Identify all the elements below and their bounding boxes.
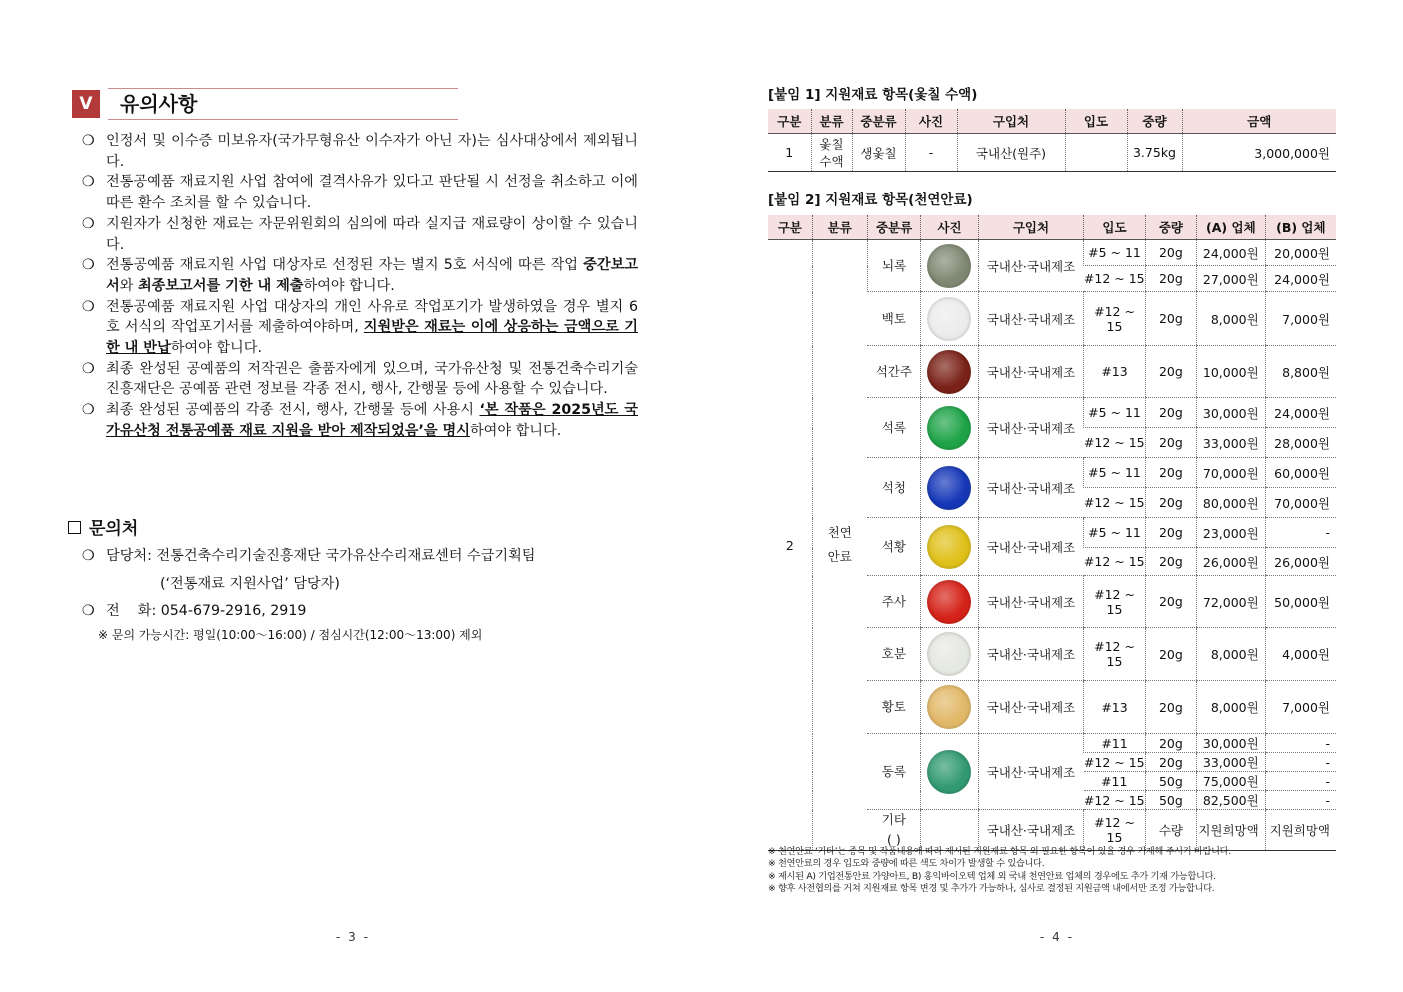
cell-subcategory: 호분 — [867, 628, 920, 681]
cell-price-b: 28,000원 — [1265, 428, 1336, 458]
cell-photo — [921, 628, 978, 681]
circle-bullet-icon: ❍ — [82, 402, 95, 419]
cell-price-b: 지원희망액 — [1265, 810, 1336, 851]
note-line: ※ 향후 사전협의를 거쳐 지원재료 항목 변경 및 추가가 가능하나, 심사로 결정된 지원금액 내에서만 조정 가능합니다. — [768, 883, 1215, 895]
cell-price-b: 7,000원 — [1265, 681, 1336, 734]
inquiry-manager — [82, 545, 535, 565]
cell-subcategory: 기타 ( ) — [867, 810, 920, 851]
circle-bullet-icon: ❍ — [82, 215, 95, 232]
cell-weight: 20g — [1145, 681, 1196, 734]
pigment-swatch-icon — [927, 466, 971, 510]
cell-grain: #5 ~ 11 — [1084, 458, 1146, 488]
phone-value: 054-679-2916, 2919 — [160, 603, 307, 619]
notice-text: 지원자가 신청한 재료는 자문위원회의 심의에 따라 실지급 재료량이 상이할 수 있습니다. — [106, 215, 638, 253]
pigment-swatch-icon — [927, 750, 971, 794]
cell-price-a: 70,000원 — [1197, 458, 1266, 488]
cell-source: 국내산·국내제조 — [978, 734, 1084, 810]
cell-source: 국내산·국내제조 — [978, 576, 1084, 628]
section-rule-bottom — [108, 119, 458, 120]
notice-item — [82, 214, 638, 255]
circle-bullet-icon: ❍ — [82, 257, 95, 274]
cell-subcategory: 뇌록 — [867, 240, 920, 292]
notice-text: 인정서 및 이수증 미보유자(국가무형유산 이수자가 아닌 자)는 심사대상에서 제외됩니다. — [106, 133, 638, 170]
cell-weight: 20g — [1145, 428, 1196, 458]
column-header: 구분 — [768, 215, 812, 240]
emphasis-text: 지원받은 재료는 이에 상응하는 금액으로 기한 내 반납 — [106, 319, 638, 357]
cell-subcategory: 석록 — [867, 398, 920, 458]
column-header: (A) 업체 — [1197, 215, 1266, 240]
cell-subcategory: 석청 — [867, 458, 920, 518]
cell-photo — [921, 734, 978, 810]
cell-price-b: 24,000원 — [1265, 266, 1336, 292]
cell-weight: 20g — [1145, 548, 1196, 576]
column-header: 사진 — [905, 109, 957, 134]
cell-weight: 20g — [1145, 266, 1196, 292]
cell-category: 옻칠 수액 — [811, 134, 852, 172]
column-header: 중분류 — [867, 215, 920, 240]
cell-price-a: 10,000원 — [1197, 346, 1266, 398]
cell-price-b: 24,000원 — [1265, 398, 1336, 428]
cell-no: 1 — [768, 134, 811, 172]
emphasis-text: 최종보고서를 기한 내 제출 — [137, 277, 304, 294]
cell-category: 천연 안료 — [812, 240, 867, 851]
notice-item — [82, 255, 638, 296]
cell-photo: - — [905, 134, 957, 172]
pigment-swatch-icon — [927, 525, 971, 569]
table2-caption: [붙임 2] 지원재료 항목(천연안료) — [768, 192, 973, 208]
table-lacquer — [768, 109, 1336, 172]
cell-weight: 20g — [1145, 240, 1196, 266]
cell-grain: #12 ~ 15 — [1084, 628, 1146, 681]
column-header: 구입처 — [978, 215, 1084, 240]
table-row — [768, 134, 1336, 172]
section-title: 유의사항 — [120, 92, 198, 116]
circle-bullet-icon: ❍ — [82, 133, 95, 149]
cell-price-a: 33,000원 — [1197, 428, 1266, 458]
cell-subcategory: 주사 — [867, 576, 920, 628]
cell-subcategory: 황토 — [867, 681, 920, 734]
cell-weight: 3.75kg — [1127, 134, 1182, 172]
circle-bullet-icon: ❍ — [82, 548, 95, 564]
page-number: - 4 - — [1040, 930, 1074, 944]
cell-grain: #12 ~ 15 — [1084, 488, 1146, 518]
circle-bullet-icon: ❍ — [82, 298, 95, 315]
cell-price-b: - — [1265, 753, 1336, 772]
cell-price-a: 26,000원 — [1197, 548, 1266, 576]
cell-subcategory: 석황 — [867, 518, 920, 576]
column-header: 분류 — [812, 215, 867, 240]
pigment-swatch-icon — [927, 244, 971, 288]
table-notes — [768, 846, 1338, 896]
cell-photo — [921, 458, 978, 518]
notice-text: 전통공예품 재료지원 사업 참여에 결격사유가 있다고 판단될 시 선정을 취소하고 이에 따른 환수 조치를 할 수 있습니다. — [106, 174, 638, 212]
cell-grain: #12 ~ 15 — [1084, 548, 1146, 576]
cell-grain: #12 ~ 15 — [1084, 266, 1146, 292]
cell-price-a: 30,000원 — [1197, 734, 1266, 753]
notice-text: 최종 완성된 공예품의 각종 전시, 행사, 간행물 등에 사용시 ‘본 작품은 2025년도 국가유산청 전통공예품 재료 지원을 받아 제작되었음’을 명시하여야 합니다. — [106, 402, 638, 439]
cell-price-b: 70,000원 — [1265, 488, 1336, 518]
cell-price-b: 50,000원 — [1265, 576, 1336, 628]
cell-grain: #13 — [1084, 681, 1146, 734]
cell-subcategory: 백토 — [867, 292, 920, 346]
cell-price-a: 27,000원 — [1197, 266, 1266, 292]
column-header: 입도 — [1084, 215, 1146, 240]
section-number-badge: V — [72, 90, 100, 118]
notice-item — [82, 131, 638, 172]
cell-price-b: 60,000원 — [1265, 458, 1336, 488]
cell-weight: 20g — [1145, 488, 1196, 518]
cell-source: 국내산·국내제조 — [978, 810, 1084, 851]
cell-price-b: - — [1265, 772, 1336, 791]
column-header: 입도 — [1065, 109, 1127, 134]
notice-item — [82, 297, 638, 359]
cell-grain: #5 ~ 11 — [1084, 518, 1146, 548]
cell-price-b: 8,800원 — [1265, 346, 1336, 398]
notice-text: 전통공예품 재료지원 사업 대상자의 개인 사유로 작업포기가 발생하였을 경우 별지 6호 서식의 작업포기서를 제출하여야하며, 지원받은 재료는 이에 상응하는 금액으로 기한 내 반납하여야 합니다. — [106, 298, 638, 357]
cell-grain: #12 ~ 15 — [1084, 810, 1146, 851]
page-number: - 3 - — [336, 930, 370, 944]
cell-weight: 수량 — [1145, 810, 1196, 851]
cell-grain: #5 ~ 11 — [1084, 240, 1146, 266]
cell-weight: 20g — [1145, 518, 1196, 548]
cell-price: 3,000,000원 — [1182, 134, 1336, 172]
inquiry-hours-note: ※ 문의 가능시간: 평일(10:00～16:00) / 점심시간(12:00～13:00) 제외 — [98, 628, 483, 642]
pigment-swatch-icon — [927, 406, 971, 450]
cell-grain — [1065, 134, 1127, 172]
inquiry-manager-sub: (‘전통재료 지원사업’ 담당자) — [160, 576, 340, 592]
cell-grain: #11 — [1084, 734, 1146, 753]
cell-photo — [921, 240, 978, 292]
cell-price-b: - — [1265, 518, 1336, 548]
pigment-swatch-icon — [927, 350, 971, 394]
cell-weight: 20g — [1145, 628, 1196, 681]
cell-price-a: 8,000원 — [1197, 292, 1266, 346]
cell-source: 국내산·국내제조 — [978, 458, 1084, 518]
cell-source: 국내산(원주) — [957, 134, 1065, 172]
cell-grain: #12 ~ 15 — [1084, 428, 1146, 458]
column-header: 구분 — [768, 109, 811, 134]
section-header — [72, 88, 458, 120]
cell-price-b: 4,000원 — [1265, 628, 1336, 681]
cell-price-b: 20,000원 — [1265, 240, 1336, 266]
cell-source: 국내산·국내제조 — [978, 346, 1084, 398]
cell-source: 국내산·국내제조 — [978, 518, 1084, 576]
cell-price-a: 72,000원 — [1197, 576, 1266, 628]
cell-price-a: 80,000원 — [1197, 488, 1266, 518]
cell-photo — [921, 346, 978, 398]
table-row — [768, 240, 1336, 266]
note-line: ※ 천연안료 ‘기타’는 종목 및 작품내용에 따라 제시된 지원재료 항목 외 필요한 항목이 있을 경우 기재해 주시기 바랍니다. — [768, 846, 1231, 857]
cell-subcategory: 생옻칠 — [852, 134, 905, 172]
column-header: 분류 — [811, 109, 852, 134]
cell-photo — [921, 810, 978, 851]
cell-price-b: 26,000원 — [1265, 548, 1336, 576]
cell-weight: 20g — [1145, 458, 1196, 488]
cell-weight: 20g — [1145, 576, 1196, 628]
column-header: 중량 — [1127, 109, 1182, 134]
notice-item — [82, 172, 638, 213]
column-header: 구입처 — [957, 109, 1065, 134]
right-page — [700, 0, 1403, 992]
notice-text: 전통공예품 재료지원 사업 대상자로 선정된 자는 별지 5호 서식에 따른 작업 중간보고서와 최종보고서를 기한 내 제출하여야 합니다. — [106, 257, 638, 294]
manager-value: 전통건축수리기술진흥재단 국가유산수리재료센터 수급기획팀 — [156, 548, 536, 564]
manager-label: 담당처: — [106, 548, 152, 564]
cell-price-a: 지원희망액 — [1197, 810, 1266, 851]
notice-item — [82, 400, 638, 441]
pigment-swatch-icon — [927, 685, 971, 729]
cell-no: 2 — [768, 240, 812, 851]
cell-price-a: 33,000원 — [1197, 753, 1266, 772]
cell-photo — [921, 398, 978, 458]
cell-price-a: 8,000원 — [1197, 681, 1266, 734]
cell-price-a: 8,000원 — [1197, 628, 1266, 681]
cell-photo — [921, 576, 978, 628]
cell-grain: #12 ~ 15 — [1083, 792, 1145, 808]
cell-weight: 20g — [1145, 346, 1196, 398]
circle-bullet-icon: ❍ — [82, 360, 95, 377]
cell-subcategory: 동록 — [867, 734, 920, 810]
circle-bullet-icon: ❍ — [82, 603, 95, 619]
cell-source: 국내산·국내제조 — [978, 681, 1084, 734]
cell-price-a: 30,000원 — [1197, 398, 1266, 428]
square-box-icon — [68, 521, 81, 534]
cell-grain: #11 — [1084, 772, 1146, 791]
cell-source: 국내산·국내제조 — [978, 240, 1084, 292]
left-page — [0, 0, 700, 992]
cell-source: 국내산·국내제조 — [978, 292, 1084, 346]
inquiry-phone — [82, 600, 306, 620]
column-header: 중분류 — [852, 109, 905, 134]
note-line: ※ 제시된 A) 기업전통안료 가양아트, B) 홍익바이오텍 업체 외 국내 천연안료 업체의 경우에도 추가 기재 가능합니다. — [768, 870, 1216, 882]
table1-caption: [붙임 1] 지원재료 항목(옻칠 수액) — [768, 87, 978, 103]
cell-grain: #5 ~ 11 — [1084, 398, 1146, 428]
table1-header-row — [768, 109, 1336, 134]
notice-item — [82, 359, 638, 400]
cell-grain: #12 ~ 15 — [1083, 754, 1145, 770]
notice-list — [82, 131, 638, 442]
pigment-swatch-icon — [927, 297, 971, 341]
cell-weight: 20g — [1145, 398, 1196, 428]
cell-price-a: 24,000원 — [1197, 240, 1266, 266]
cell-price-a: 23,000원 — [1197, 518, 1266, 548]
column-header: 금액 — [1182, 109, 1336, 134]
cell-weight: 20g — [1145, 734, 1196, 753]
column-header: 사진 — [921, 215, 978, 240]
column-header: 중량 — [1145, 215, 1196, 240]
table-pigments — [768, 215, 1336, 851]
cell-photo — [921, 292, 978, 346]
cell-weight: 20g — [1145, 753, 1196, 772]
note-line: ※ 천연안료의 경우 입도와 중량에 따른 색도 차이가 발생할 수 있습니다. — [768, 858, 1045, 870]
cell-grain: #12 ~ 15 — [1084, 292, 1146, 346]
notice-text: 최종 완성된 공예품의 저작권은 출품자에게 있으며, 국가유산청 및 전통건축수리기술진흥재단은 공예품 관련 정보를 각종 전시, 행사, 간행물 등에 사용할 수 있습니다. — [106, 360, 638, 398]
cell-source: 국내산·국내제조 — [978, 398, 1084, 458]
cell-price-b: - — [1265, 734, 1336, 753]
cell-price-a: 82,500원 — [1197, 791, 1266, 810]
cell-weight: 50g — [1145, 791, 1196, 810]
circle-bullet-icon: ❍ — [82, 174, 95, 191]
phone-label: 전 화: — [106, 603, 157, 619]
cell-photo — [921, 518, 978, 576]
table2-header-row — [768, 215, 1336, 240]
cell-subcategory: 석간주 — [867, 346, 920, 398]
section-rule-top — [108, 88, 458, 89]
cell-photo — [921, 681, 978, 734]
cell-price-a: 75,000원 — [1197, 772, 1266, 791]
cell-price-b: 7,000원 — [1265, 292, 1336, 346]
inquiry-heading: 문의처 — [68, 514, 138, 539]
emphasis-text: ‘본 작품은 2025년도 국가유산청 전통공예품 재료 지원을 받아 제작되었음’을 명시 — [106, 402, 638, 439]
cell-grain: #13 — [1084, 346, 1146, 398]
cell-weight: 50g — [1145, 772, 1196, 791]
cell-price-b: - — [1265, 791, 1336, 810]
cell-weight: 20g — [1145, 292, 1196, 346]
emphasis-text: 중간보고서 — [106, 257, 638, 294]
column-header: (B) 업체 — [1265, 215, 1336, 240]
cell-grain: #12 ~ 15 — [1084, 576, 1146, 628]
cell-source: 국내산·국내제조 — [978, 628, 1084, 681]
pigment-swatch-icon — [927, 632, 971, 676]
pigment-swatch-icon — [927, 580, 971, 624]
